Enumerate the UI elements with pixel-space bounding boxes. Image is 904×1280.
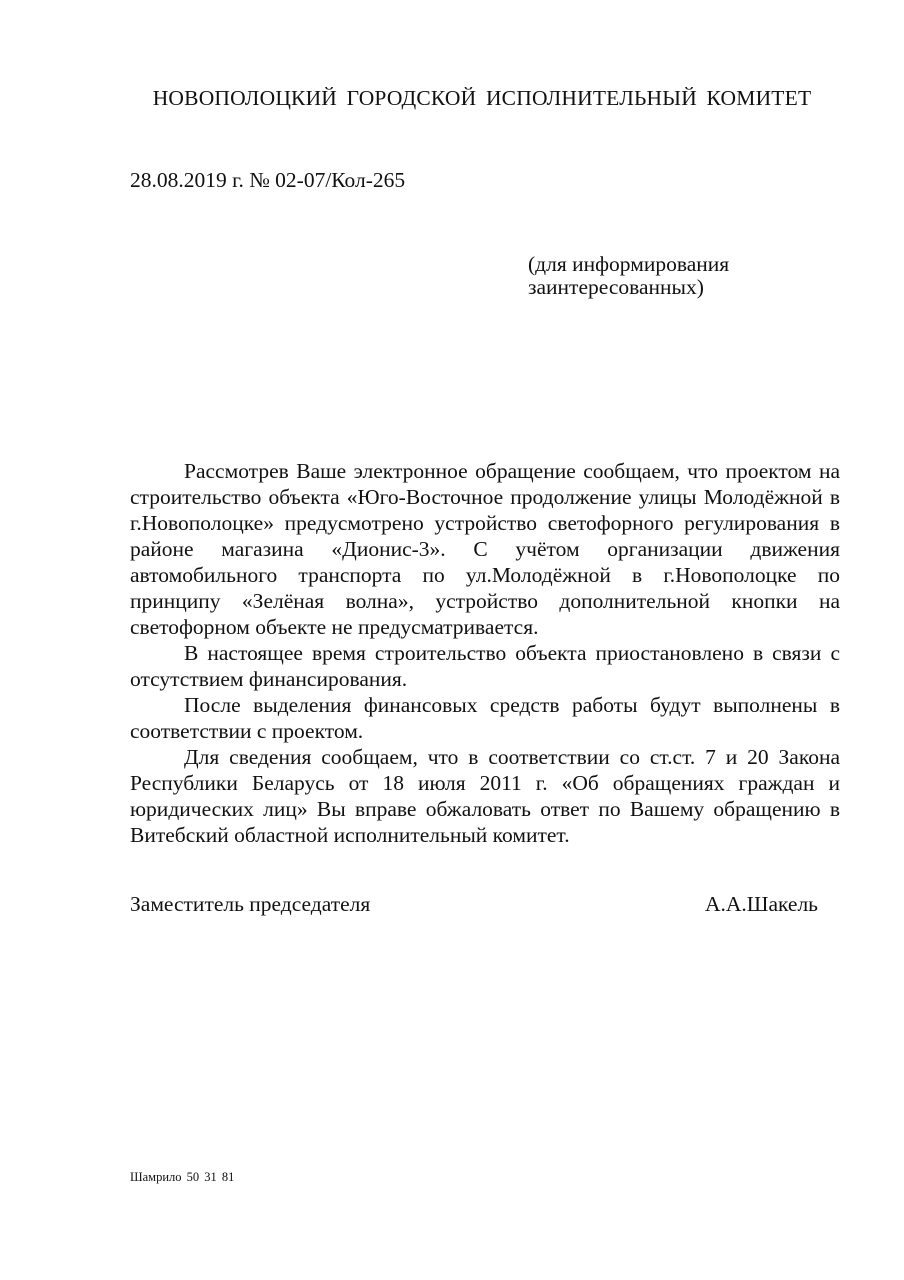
document-reference-number: 28.08.2019 г. № 02-07/Кол-265 xyxy=(130,168,406,192)
body-paragraph: После выделения финансовых средств работы будут выполнены в соответствии с проектом. xyxy=(130,693,840,743)
body-paragraph: Рассмотрев Ваше электронное обращение сообщаем, что проектом на строительство объекта «Юго-Восточное продолжение улицы Молодёжной в г.Новополоцке» предусмотрено устройство светофорного регулирования в районе магазина «Дионис-3». С учётом организации движения автомобильного транспорта по ул.Молодёжной в г.Новополоцке по принципу «Зелёная волна», устройство дополнительной кнопки на светофорном объекте не предусматривается. xyxy=(130,459,840,639)
body-paragraph: В настоящее время строительство объекта приостановлено в связи с отсутствием финансирования. xyxy=(130,641,840,691)
addressee-line: заинтересованных) xyxy=(528,275,704,299)
body-paragraph: Для сведения сообщаем, что в соответствии со ст.ст. 7 и 20 Закона Республики Беларусь от 18 июля 2011 г. «Об обращениях граждан и юридических лиц» Вы вправе обжаловать ответ по Вашему обращению в Витебский областной исполнительный комитет. xyxy=(130,745,840,847)
executor-contact: Шамрило 50 31 81 xyxy=(130,1170,235,1184)
addressee-line: (для информирования xyxy=(528,252,730,276)
signatory-name: А.А.Шакель xyxy=(704,892,818,916)
addressee xyxy=(528,253,729,299)
letter-body xyxy=(130,458,840,848)
document-title: НОВОПОЛОЦКИЙ ГОРОДСКОЙ ИСПОЛНИТЕЛЬНЫЙ КОМИТЕТ xyxy=(152,86,812,110)
signatory-position: Заместитель председателя xyxy=(130,892,371,916)
signature-block xyxy=(130,892,818,917)
